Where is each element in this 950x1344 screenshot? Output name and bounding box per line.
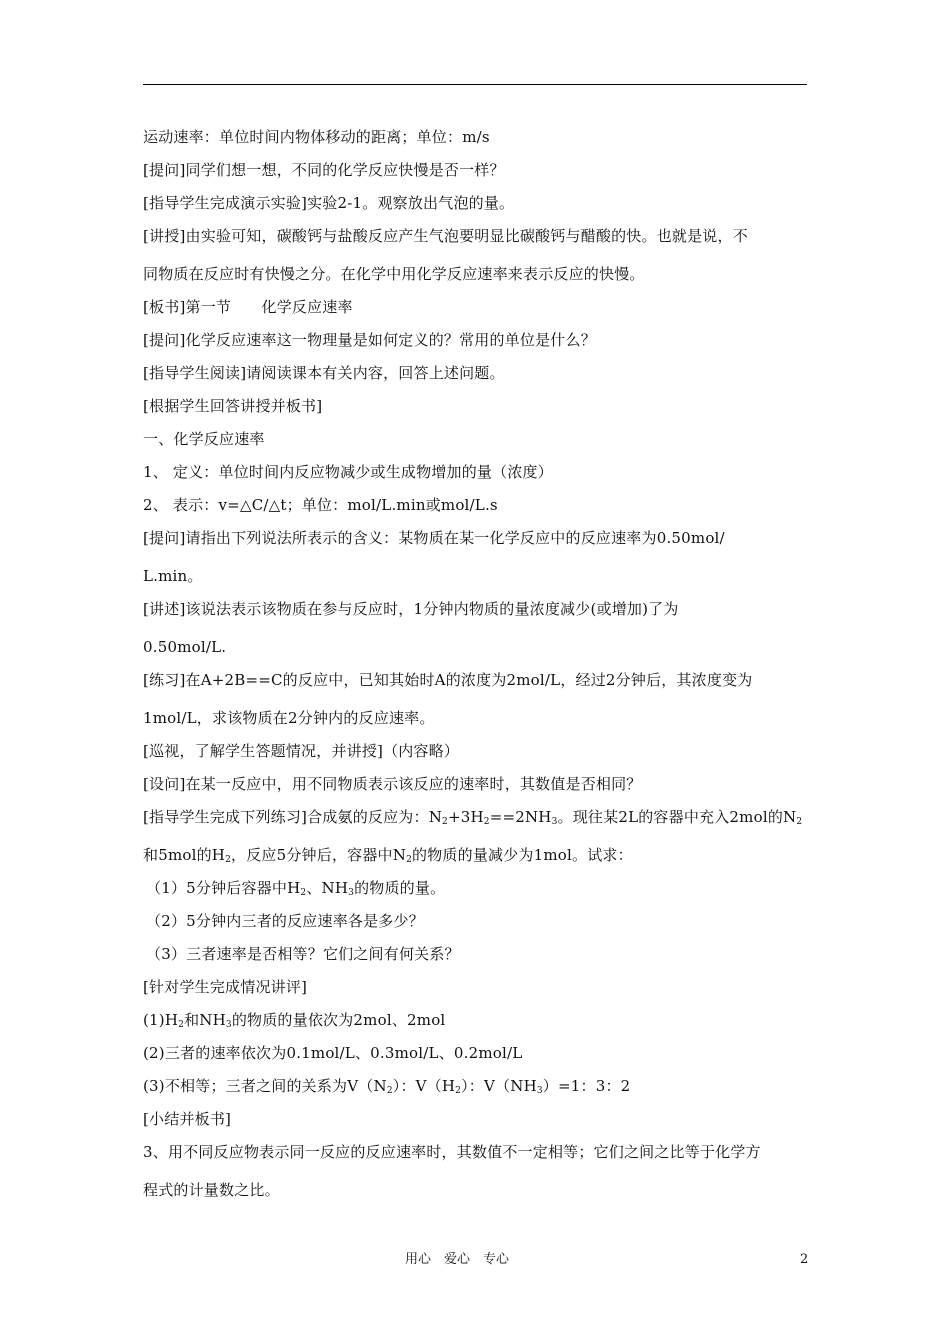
answer-text: ）=1：3：2 xyxy=(542,1077,631,1095)
subscript: 2 xyxy=(386,1086,393,1096)
exercise-text: +3H xyxy=(447,808,484,826)
header-rule xyxy=(143,84,807,85)
answer-text: 的物质的量依次为2mol、2mol xyxy=(231,1011,446,1029)
text-line: 1mol/L，求该物质在2分钟内的反应速率。 xyxy=(143,709,435,727)
text-line: [讲述]该说法表示该物质在参与反应时，1分钟内物质的量浓度减少(或增加)了为 xyxy=(143,600,679,618)
exercise-text: 的物质的量减少为1mol。试求： xyxy=(412,846,633,864)
page-number: 2 xyxy=(800,1252,809,1267)
subscript: 2 xyxy=(406,855,413,865)
question-text: （1）5分钟后容器中H xyxy=(146,879,301,897)
answer-text: ）：V（H xyxy=(392,1077,456,1095)
subscript: 2 xyxy=(300,888,307,898)
exercise-text: ==2NH xyxy=(489,808,552,826)
text-line: [讲授]由实验可知，碳酸钙与盐酸反应产生气泡要明显比碳酸钙与醋酸的快。也就是说，不 xyxy=(143,227,748,245)
subsection-heading: 一、化学反应速率 xyxy=(143,430,265,448)
answer-line: (2)三者的速率依次为0.1mol/L、0.3mol/L、0.2mol/L xyxy=(143,1044,523,1062)
exercise-line xyxy=(143,839,811,872)
text-line: 同物质在反应时有快慢之分。在化学中用化学反应速率来表示反应的快慢。 xyxy=(143,265,645,283)
subscript: 3 xyxy=(536,1086,543,1096)
document-body xyxy=(143,121,811,1207)
text-line: [指导学生完成演示实验]实验2-1。观察放出气泡的量。 xyxy=(143,194,515,212)
text-line: 0.50mol/L. xyxy=(143,638,227,656)
text-line: [巡视，了解学生答题情况，并讲授]（内容略） xyxy=(143,742,460,760)
subscript: 2 xyxy=(483,817,490,827)
text-line: [提问]化学反应速率这一物理量是如何定义的？常用的单位是什么？ xyxy=(143,331,596,349)
answer-text: (3)不相等；三者之间的关系为V（N xyxy=(143,1077,387,1095)
text-line: [提问]同学们想一想，不同的化学反应快慢是否一样？ xyxy=(143,161,505,179)
exercise-text: 。现往某2L的容器中充入2mol的N xyxy=(557,808,797,826)
subscript: 2 xyxy=(178,1020,185,1030)
exercise-text: 和5mol的H xyxy=(143,846,226,864)
summary-line: 3、用不同反应物表示同一反应的反应速率时，其数值不一定相等；它们之间之比等于化学方 xyxy=(143,1143,761,1161)
text-line: [练习]在A+2B==C的反应中，已知其始时A的浓度为2mol/L，经过2分钟后，其浓度变为 xyxy=(143,671,753,689)
text-line: [提问]请指出下列说法所表示的含义：某物质在某一化学反应中的反应速率为0.50mol/ xyxy=(143,529,725,547)
text-line: L.min。 xyxy=(143,567,203,585)
subscript: 3 xyxy=(348,888,355,898)
subscript: 2 xyxy=(796,817,803,827)
answer-line xyxy=(143,1070,811,1103)
answer-line xyxy=(143,1004,811,1037)
exercise-text: [指导学生完成下列练习]合成氨的反应为：N xyxy=(143,808,443,826)
section-heading: [板书]第一节 化学反应速率 xyxy=(143,298,353,316)
question-text: 的物质的量。 xyxy=(354,879,446,897)
subscript: 2 xyxy=(455,1086,462,1096)
question-item: （2）5分钟内三者的反应速率各是多少？ xyxy=(146,912,424,930)
subscript: 3 xyxy=(225,1020,232,1030)
subscript: 2 xyxy=(442,817,448,827)
page-footer xyxy=(0,1250,950,1270)
answer-text: ）：V（NH xyxy=(461,1077,537,1095)
exercise-text: ，反应5分钟后，容器中N xyxy=(231,846,407,864)
question-text: 、NH xyxy=(306,879,349,897)
review-heading: [针对学生完成情况讲评] xyxy=(143,978,308,996)
summary-heading: [小结并板书] xyxy=(143,1110,232,1128)
exercise-line xyxy=(143,801,811,839)
text-line: [指导学生阅读]请阅读课本有关内容，回答上述问题。 xyxy=(143,364,505,382)
summary-line: 程式的计量数之比。 xyxy=(143,1181,280,1199)
text-line: 运动速率：单位时间内物体移动的距离；单位：m/s xyxy=(143,128,490,146)
question-item xyxy=(143,872,811,905)
question-item: （3）三者速率是否相等？它们之间有何关系？ xyxy=(146,945,460,963)
answer-text: 和NH xyxy=(184,1011,226,1029)
text-line: [根据学生回答讲授并板书] xyxy=(143,397,323,415)
answer-text: (1)H xyxy=(143,1011,179,1029)
footer-motto: 用心 爱心 专心 xyxy=(405,1252,510,1267)
subscript: 2 xyxy=(225,855,232,865)
subscript: 3 xyxy=(551,817,558,827)
definition-line: 1、 定义：单位时间内反应物减少或生成物增加的量（浓度） xyxy=(143,463,553,481)
text-line: [设问]在某一反应中，用不同物质表示该反应的速率时，其数值是否相同？ xyxy=(143,775,642,793)
formula-line: 2、 表示：v=△C/△t；单位：mol/L.min或mol/L.s xyxy=(143,496,498,514)
